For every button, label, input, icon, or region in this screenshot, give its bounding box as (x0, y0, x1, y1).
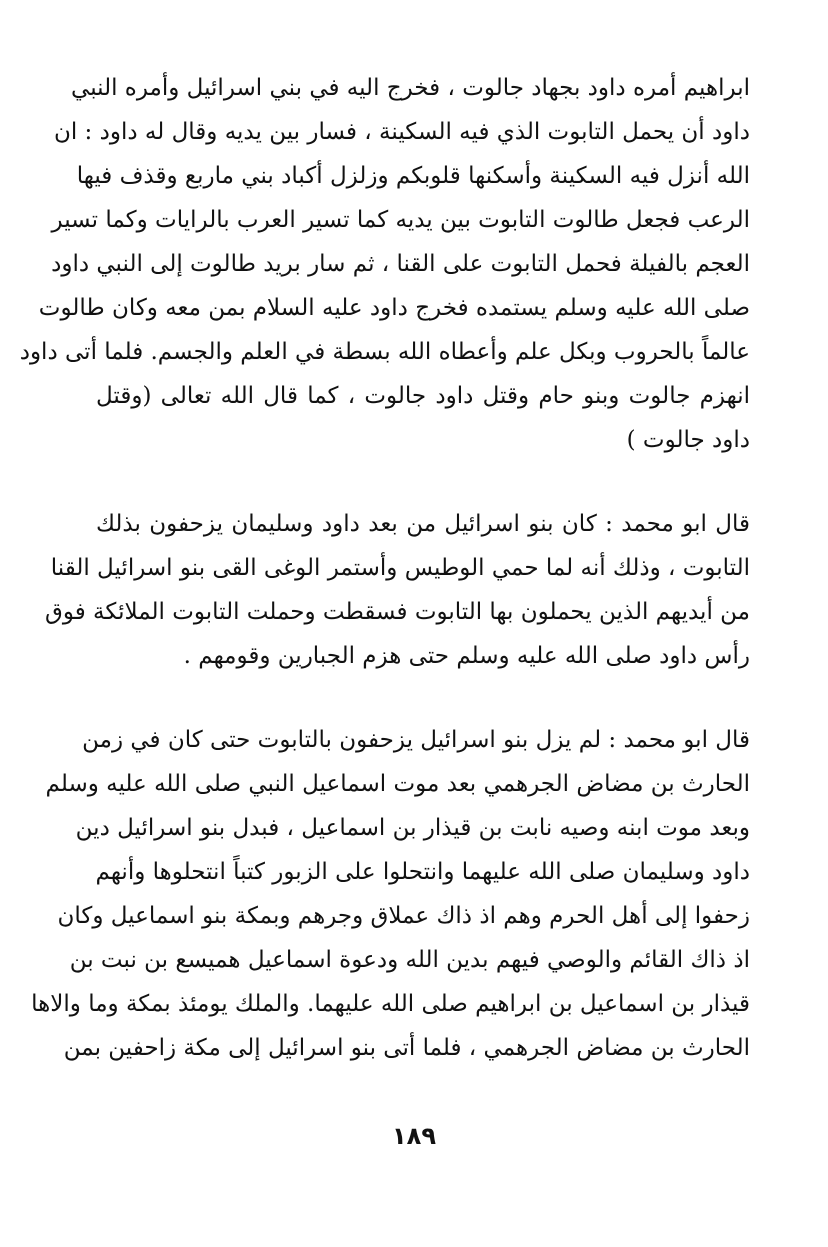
page-number: ١٨٩ (392, 1122, 436, 1150)
text-line: الحارث بن مضاض الجرهمي ، فلما أتى بنو اسرائيل إلى مكة زاحفين بمن (63, 1035, 750, 1061)
text-line: زحفوا إلى أهل الحرم وهم اذ ذاك عملاق وجرهم وبمكة بنو اسماعيل وكان (57, 903, 750, 929)
text-line: صلى الله عليه وسلم يستمده فخرج داود عليه السلام بمن معه وكان طالوت (38, 295, 750, 321)
text-line: من أيديهم الذين يحملون بها التابوت فسقطت وحملت التابوت الملائكة فوق (45, 599, 750, 625)
text-line: اذ ذاك القائم والوصي فيهم بدين الله ودعوة اسماعيل هميسع بن نبت بن (69, 947, 750, 973)
text-line: داود أن يحمل التابوت الذي فيه السكينة ، فسار بين يديه وقال له داود : ان (53, 119, 750, 145)
paragraph-3 (31, 718, 750, 1070)
text-line: داود وسليمان صلى الله عليهما وانتحلوا على الزبور كتباً انتحلوها وأنهم (95, 859, 750, 885)
text-line: الله أنزل فيه السكينة وأسكنها قلوبكم وزلزل أكباد بني ماربع وقذف فيها (76, 163, 750, 189)
text-line: ابراهيم أمره داود بجهاد جالوت ، فخرج اليه في بني اسرائيل وأمره النبي (71, 75, 750, 101)
text-line: رأس داود صلى الله عليه وسلم حتى هزم الجبارين وقومهم . (183, 643, 750, 669)
paragraph-2 (45, 502, 750, 678)
text-line: الحارث بن مضاض الجرهمي بعد موت اسماعيل النبي صلى الله عليه وسلم (45, 771, 750, 797)
text-line: قال ابو محمد : لم يزل بنو اسرائيل يزحفون بالتابوت حتى كان في زمن (82, 727, 750, 753)
paragraph-1 (19, 66, 750, 462)
text-line: وبعد موت ابنه وصيه نابت بن قيذار بن اسماعيل ، فبدل بنو اسرائيل دين (75, 815, 750, 841)
text-line: التابوت ، وذلك أنه لما حمي الوطيس وأستمر الوغى القى بنو اسرائيل القنا (50, 555, 750, 581)
text-line: عالماً بالحروب وبكل علم وأعطاه الله بسطة في العلم والجسم. فلما أتى داود (19, 339, 750, 365)
text-line: قيذار بن اسماعيل بن ابراهيم صلى الله عليهما. والملك يومئذ بمكة وما والاها (31, 991, 750, 1017)
text-line: العجم بالفيلة فحمل التابوت على القنا ، ثم سار بريد طالوت إلى النبي داود (51, 251, 750, 277)
text-line: انهزم جالوت وبنو حام وقتل داود جالوت ، كما قال الله تعالى (وقتل (96, 383, 750, 409)
text-line: قال ابو محمد : كان بنو اسرائيل من بعد داود وسليمان يزحفون بذلك (96, 511, 750, 537)
text-line: الرعب فجعل طالوت التابوت بين يديه كما تسير العرب بالرايات وكما تسير (51, 207, 750, 233)
text-line: داود جالوت ) (626, 427, 750, 453)
